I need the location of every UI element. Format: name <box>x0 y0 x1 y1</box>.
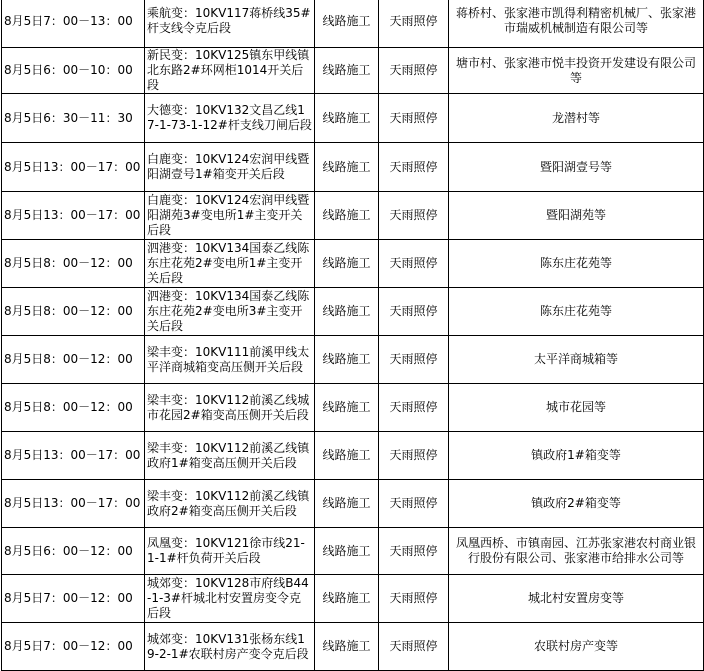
work-type-cell: 线路施工 <box>315 528 379 575</box>
line-cell: 白鹿变：10KV124宏润甲线暨阳湖苑3#变电所1#主变开关后段 <box>145 192 315 240</box>
line-cell: 城郊变：10KV128市府线B44-1-3#杆城北村安置房变令克后段 <box>145 575 315 623</box>
work-type-cell: 线路施工 <box>315 240 379 288</box>
affected-area-cell: 陈东庄花苑等 <box>449 240 704 288</box>
work-type-cell: 线路施工 <box>315 192 379 240</box>
table-row <box>2 480 704 528</box>
stop-mode-cell: 天雨照停 <box>379 94 449 143</box>
table-row <box>2 384 704 432</box>
table-row <box>2 240 704 288</box>
time-cell: 8月5日8：00－12：00 <box>2 240 145 288</box>
outage-schedule-table <box>1 0 704 671</box>
work-type-cell: 线路施工 <box>315 480 379 528</box>
table-row <box>2 623 704 671</box>
time-cell: 8月5日13：00－17：00 <box>2 143 145 192</box>
affected-area-cell: 塘市村、张家港市悦丰投资开发建设有限公司等 <box>449 48 704 94</box>
affected-area-cell: 镇政府1#箱变等 <box>449 432 704 480</box>
table-row <box>2 48 704 94</box>
time-cell: 8月5日8：00－12：00 <box>2 336 145 384</box>
stop-mode-cell: 天雨照停 <box>379 384 449 432</box>
stop-mode-cell: 天雨照停 <box>379 432 449 480</box>
stop-mode-cell: 天雨照停 <box>379 480 449 528</box>
table-row <box>2 575 704 623</box>
time-cell: 8月5日7：00－12：00 <box>2 575 145 623</box>
time-cell: 8月5日7：00－12：00 <box>2 623 145 671</box>
stop-mode-cell: 天雨照停 <box>379 575 449 623</box>
stop-mode-cell: 天雨照停 <box>379 143 449 192</box>
affected-area-cell: 凤凰西桥、市镇南园、江苏张家港农村商业银行股份有限公司、张家港市给排水公司等 <box>449 528 704 575</box>
time-cell: 8月5日6：30－11：30 <box>2 94 145 143</box>
work-type-cell: 线路施工 <box>315 384 379 432</box>
stop-mode-cell: 天雨照停 <box>379 528 449 575</box>
line-cell: 凤凰变：10KV121徐市线21-1-1#杆负荷开关后段 <box>145 528 315 575</box>
time-cell: 8月5日13：00－17：00 <box>2 432 145 480</box>
time-cell: 8月5日8：00－12：00 <box>2 288 145 336</box>
line-cell: 乘航变：10KV117蒋桥线35#杆支线令克后段 <box>145 0 315 48</box>
line-cell: 大德变：10KV132文昌乙线17-1-73-1-12#杆支线刀闸后段 <box>145 94 315 143</box>
table-row <box>2 0 704 48</box>
affected-area-cell: 龙潜村等 <box>449 94 704 143</box>
line-cell: 泗港变：10KV134国泰乙线陈东庄花苑2#变电所1#主变开关后段 <box>145 240 315 288</box>
stop-mode-cell: 天雨照停 <box>379 240 449 288</box>
line-cell: 泗港变：10KV134国泰乙线陈东庄花苑2#变电所3#主变开关后段 <box>145 288 315 336</box>
affected-area-cell: 暨阳湖苑等 <box>449 192 704 240</box>
work-type-cell: 线路施工 <box>315 288 379 336</box>
line-cell: 梁丰变：10KV112前溪乙线镇政府2#箱变高压侧开关后段 <box>145 480 315 528</box>
work-type-cell: 线路施工 <box>315 143 379 192</box>
stop-mode-cell: 天雨照停 <box>379 288 449 336</box>
time-cell: 8月5日6：00－12：00 <box>2 528 145 575</box>
work-type-cell: 线路施工 <box>315 623 379 671</box>
line-cell: 梁丰变：10KV112前溪乙线城市花园2#箱变高压侧开关后段 <box>145 384 315 432</box>
line-cell: 白鹿变：10KV124宏润甲线暨阳湖壹号1#箱变开关后段 <box>145 143 315 192</box>
time-cell: 8月5日13：00－17：00 <box>2 192 145 240</box>
table-row <box>2 288 704 336</box>
work-type-cell: 线路施工 <box>315 575 379 623</box>
table-row <box>2 528 704 575</box>
table-row <box>2 432 704 480</box>
stop-mode-cell: 天雨照停 <box>379 336 449 384</box>
outage-table-body <box>2 0 704 671</box>
time-cell: 8月5日6：00－10：00 <box>2 48 145 94</box>
line-cell: 新民变：10KV125镇东甲线镇北东路2#环网柜1014开关后段 <box>145 48 315 94</box>
affected-area-cell: 太平洋商城箱等 <box>449 336 704 384</box>
time-cell: 8月5日7：00－13：00 <box>2 0 145 48</box>
affected-area-cell: 城北村安置房变等 <box>449 575 704 623</box>
line-cell: 梁丰变：10KV111前溪甲线太平洋商城箱变高压侧开关后段 <box>145 336 315 384</box>
affected-area-cell: 城市花园等 <box>449 384 704 432</box>
affected-area-cell: 农联村房产变等 <box>449 623 704 671</box>
work-type-cell: 线路施工 <box>315 0 379 48</box>
stop-mode-cell: 天雨照停 <box>379 623 449 671</box>
time-cell: 8月5日13：00－17：00 <box>2 480 145 528</box>
work-type-cell: 线路施工 <box>315 48 379 94</box>
affected-area-cell: 镇政府2#箱变等 <box>449 480 704 528</box>
time-cell: 8月5日8：00－12：00 <box>2 384 145 432</box>
table-row <box>2 94 704 143</box>
table-row <box>2 143 704 192</box>
stop-mode-cell: 天雨照停 <box>379 48 449 94</box>
table-row <box>2 192 704 240</box>
affected-area-cell: 蒋桥村、张家港市凯得利精密机械厂、张家港市瑞威机械制造有限公司等 <box>449 0 704 48</box>
stop-mode-cell: 天雨照停 <box>379 192 449 240</box>
line-cell: 城郊变：10KV131张杨东线19-2-1#农联村房产变令克后段 <box>145 623 315 671</box>
stop-mode-cell: 天雨照停 <box>379 0 449 48</box>
work-type-cell: 线路施工 <box>315 336 379 384</box>
work-type-cell: 线路施工 <box>315 94 379 143</box>
line-cell: 梁丰变：10KV112前溪乙线镇政府1#箱变高压侧开关后段 <box>145 432 315 480</box>
work-type-cell: 线路施工 <box>315 432 379 480</box>
affected-area-cell: 暨阳湖壹号等 <box>449 143 704 192</box>
affected-area-cell: 陈东庄花苑等 <box>449 288 704 336</box>
table-row <box>2 336 704 384</box>
